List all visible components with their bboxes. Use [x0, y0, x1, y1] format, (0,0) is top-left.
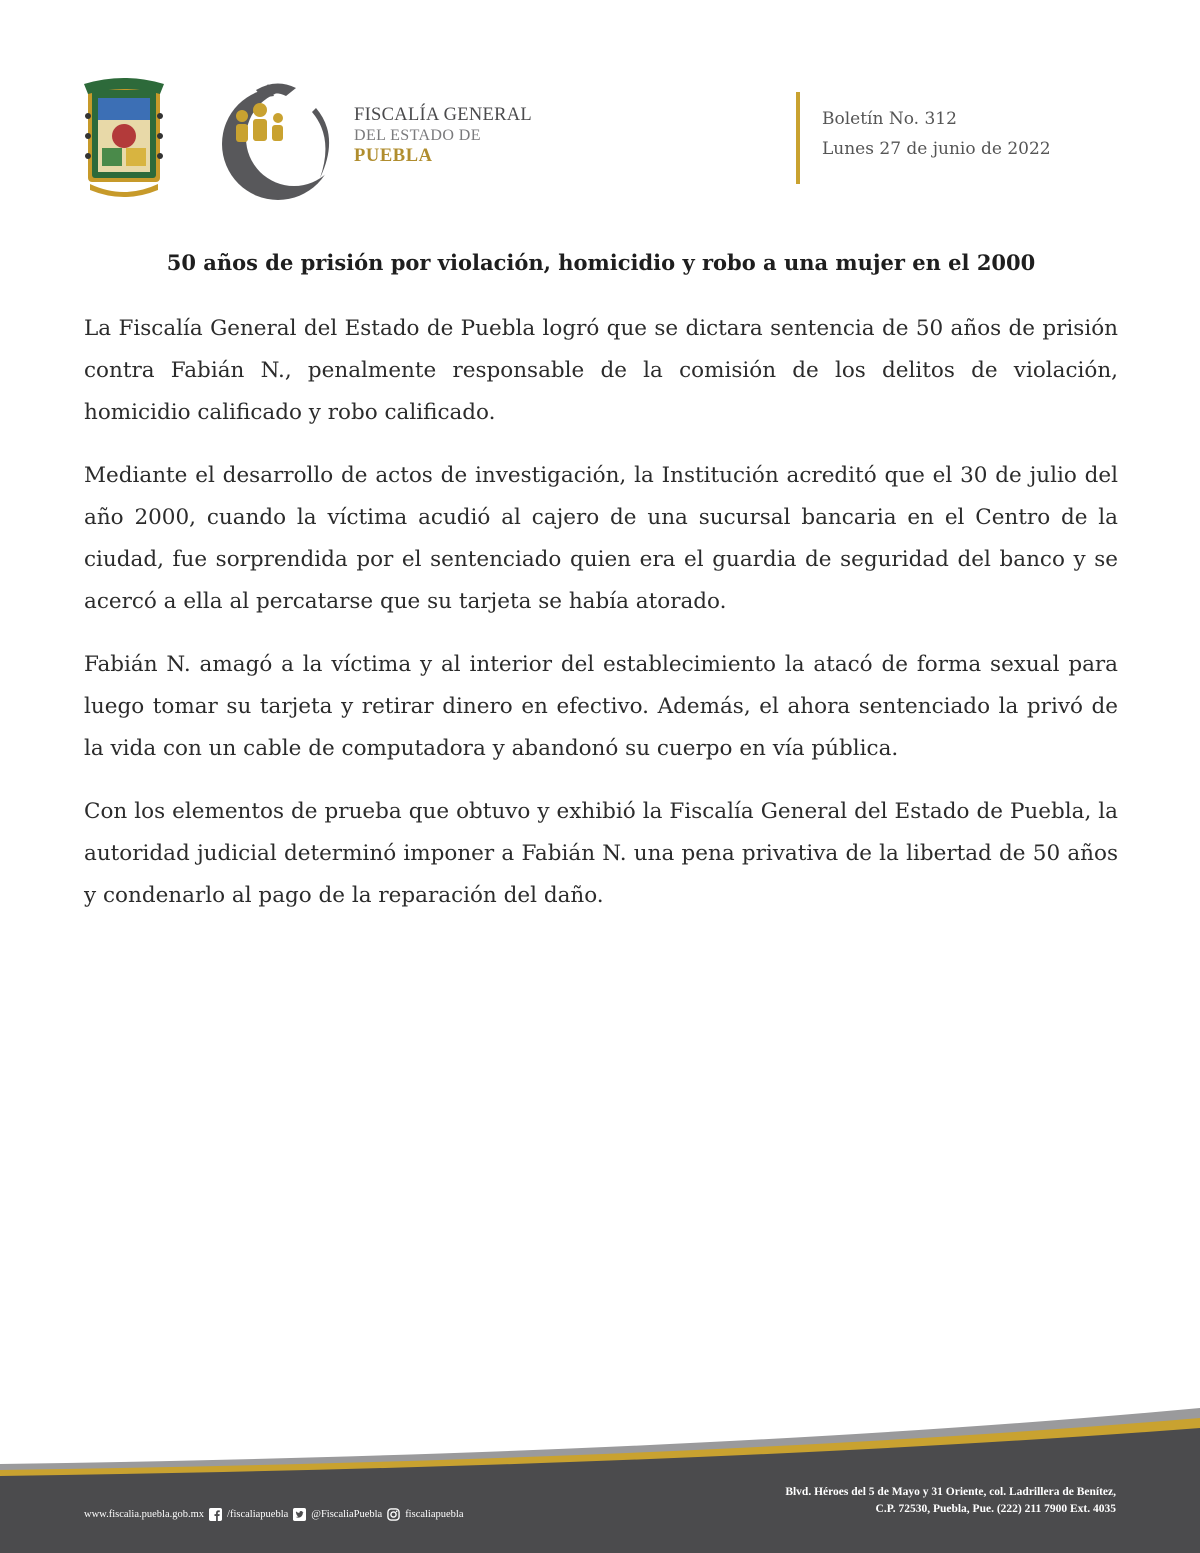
- header-divider: [796, 92, 800, 184]
- address-line-1: Blvd. Héroes del 5 de Mayo y 31 Oriente, col. Ladrillera de Benítez,: [785, 1486, 1116, 1498]
- article-paragraph: Mediante el desarrollo de actos de investigación, la Institución acreditó que el 30 de julio del año 2000, cuando la víctima acudió al cajero de una sucursal bancaria en el Centro de la ciudad, fue sorprendida por el sentenciado quien era el guardia de seguridad del banco y se acercó a ella al percatarse que su tarjeta se había atorado.: [84, 463, 1118, 614]
- instagram-icon[interactable]: [387, 1508, 400, 1521]
- logo-line-1: FISCALÍA GENERAL: [354, 105, 532, 125]
- facebook-icon[interactable]: [209, 1508, 222, 1521]
- puebla-coat-of-arms-seal: [80, 76, 168, 200]
- facebook-handle[interactable]: /fiscaliapuebla: [227, 1509, 289, 1520]
- logo-line-2: DEL ESTADO DE: [354, 126, 481, 144]
- bulletin-number: Boletín No. 312: [822, 109, 957, 129]
- article-paragraph: Con los elementos de prueba que obtuvo y exhibió la Fiscalía General del Estado de Puebla, la autoridad judicial determinó imponer a Fabián N. una pena privativa de la libertad de 50 años y condenarlo al pago de la reparación del daño.: [84, 799, 1118, 908]
- fiscalia-eagle-logo: [216, 78, 348, 202]
- website-link[interactable]: www.fiscalia.puebla.gob.mx: [84, 1509, 205, 1520]
- article-body: [84, 308, 1118, 938]
- fiscalia-logo-wordmark: [354, 106, 532, 165]
- footer-address: [785, 1484, 1116, 1518]
- instagram-handle[interactable]: fiscaliapuebla: [405, 1509, 464, 1520]
- twitter-icon[interactable]: [293, 1508, 306, 1521]
- article-paragraph: La Fiscalía General del Estado de Puebla logró que se dictara sentencia de 50 años de prisión contra Fabián N., penalmente responsable de la comisión de los delitos de violación, homicidio calificado y robo calificado.: [84, 316, 1118, 425]
- twitter-handle[interactable]: @FiscaliaPuebla: [311, 1509, 383, 1520]
- footer-band: [0, 1400, 1200, 1553]
- bulletin-meta: [822, 104, 1051, 164]
- footer-social-links: [84, 1508, 464, 1521]
- logo-line-3: PUEBLA: [354, 145, 433, 166]
- bulletin-date: Lunes 27 de junio de 2022: [822, 139, 1051, 159]
- address-line-2: C.P. 72530, Puebla, Pue. (222) 211 7900 Ext. 4035: [875, 1503, 1116, 1515]
- article-paragraph: Fabián N. amagó a la víctima y al interior del establecimiento la atacó de forma sexual para luego tomar su tarjeta y retirar dinero en efectivo. Además, el ahora sentenciado la privó de la vida con un cable de computadora y abandonó su cuerpo en vía pública.: [84, 652, 1118, 761]
- article-title: 50 años de prisión por violación, homicidio y robo a una mujer en el 2000: [166, 250, 1036, 275]
